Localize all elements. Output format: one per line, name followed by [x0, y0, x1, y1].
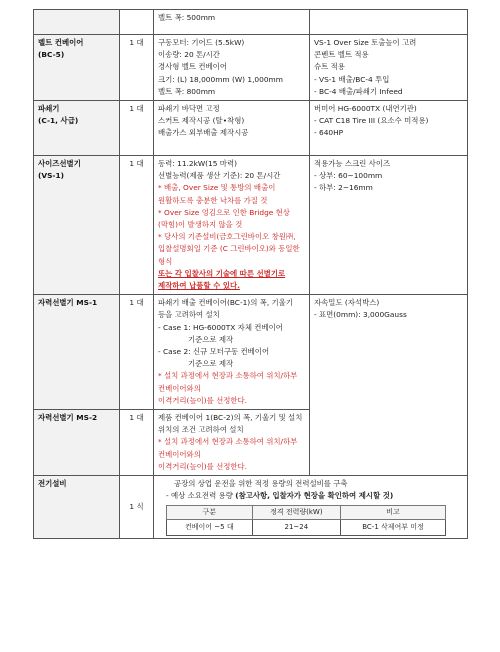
note-cell: [310, 295, 468, 476]
note-cell: [310, 156, 468, 295]
note-line: VS-1 Over Size 토출높이 고려: [314, 38, 417, 47]
note-cell: [310, 101, 468, 156]
spec-line: [158, 490, 463, 502]
quantity-cell: 1 대: [120, 156, 154, 295]
equipment-code: (C-1, 사급): [38, 116, 79, 126]
power-table-row: [167, 519, 446, 535]
note-line: - 하부: 2~16mm: [314, 183, 373, 193]
spec-cell: [154, 101, 310, 156]
spec-line: 배출가스 외부배출 제작시공: [158, 128, 249, 138]
equipment-name: 파쇄기: [38, 104, 60, 114]
equipment-name-cell: [34, 35, 120, 101]
spec-line: 이송량: 20 톤/시간: [158, 50, 220, 60]
spec-line: 파쇄기 바닥면 고정: [158, 104, 220, 114]
note-line: 슈트 적용: [314, 62, 345, 72]
spec-line: 벨트 폭: 500mm: [158, 13, 216, 22]
equipment-name-cell: [34, 10, 120, 35]
spec-cell: [154, 295, 310, 410]
spec-line: 스커트 제작시공 (탈•착형): [158, 116, 245, 126]
spec-sub-prefix: - 예상 소요전력 용량: [166, 491, 236, 501]
note-line: - VS-1 배출/BC-4 투입: [314, 74, 390, 84]
quantity-cell: [120, 476, 154, 538]
spec-line: 파쇄기 배출 컨베이어(BC-1)의 폭, 기울기 등을 고려하여 설치: [158, 298, 293, 320]
spec-line: 선별능력(제품 생산 기준): 20 톤/시간: [158, 171, 281, 181]
equipment-name: 자력선별기 MS-1: [38, 298, 98, 308]
table-row: [34, 10, 468, 35]
note-line: - 표면(0mm): 3,000Gauss: [314, 310, 407, 320]
spec-warning: * 배출, Over Size 및 통방의 배출이 원활하도록 충분한 낙차를 가질 것: [158, 183, 276, 205]
power-table-header-cell: 구분: [167, 505, 253, 519]
power-table-header-cell: 정격 전력량(kW): [252, 505, 340, 519]
spec-warning: 이격거리(높이)를 선정한다.: [158, 395, 247, 405]
equipment-name-cell: [34, 295, 120, 410]
spec-warning: * 설치 과정에서 현장과 소통하여 위치/하부 컨베이어와의: [158, 437, 298, 459]
spec-cell: [154, 476, 468, 538]
spec-line: 기준으로 제작: [188, 334, 234, 344]
spec-cell: [154, 410, 310, 476]
spec-warning: * 당사의 기존설비(금호그린바이오 창원㈜, 입찰설명회일 기준 (C 그린바이오)와 동일한 형식: [158, 232, 300, 266]
spec-warning: * 설치 과정에서 현장과 소통하여 위치/하부 컨베이어와의: [158, 371, 298, 393]
note-line: 자속밀도 (자석박스): [314, 298, 380, 308]
note-line: 적용가능 스크린 사이즈: [314, 159, 391, 169]
spec-line: 제품 컨베이어 1(BC-2)의 폭, 기울기 및 설치 위치의 조건 고려하여 설치: [158, 413, 303, 435]
note-line: - BC-4 배출/파쇄기 Infeed: [314, 86, 403, 96]
spec-cell: [154, 35, 310, 101]
table-row: [34, 101, 468, 156]
equipment-name: 자력선별기 MS-2: [38, 413, 98, 423]
equipment-code: (BC-5): [38, 50, 65, 60]
note-line: 버미어 HG-6000TX (내연기관): [314, 104, 417, 114]
note-line: - 640HP: [314, 128, 344, 138]
spec-line: - Case 2: 신규 모터구동 컨베이어: [158, 347, 270, 357]
power-table-cell: 컨베이어 ~5 대: [167, 519, 253, 535]
note-cell: [310, 35, 468, 101]
table-row: [34, 476, 468, 538]
table-row: [34, 295, 468, 410]
power-table-header-cell: 비고: [341, 505, 446, 519]
equipment-name: 사이즈선별기: [38, 159, 81, 169]
note-line: - 상부: 60~100mm: [314, 171, 383, 181]
note-line: - CAT C18 Tire III (요소수 미적용): [314, 116, 429, 126]
power-table: [166, 505, 446, 536]
spec-line: 구동모터: 기어드 (5.5kW): [158, 38, 245, 47]
spec-emphasis: 또는 각 입찰사의 기술에 따른 선별기로 제작하여 납품할 수 있다.: [158, 268, 286, 291]
spec-line: 기준으로 제작: [188, 359, 234, 369]
note-cell: [310, 10, 468, 35]
spec-line: 크기: (L) 18,000mm (W) 1,000mm: [158, 74, 283, 84]
equipment-name: 벨트 컨베이어: [38, 38, 84, 47]
note-line: 콘벤트 벨트 적용: [314, 50, 369, 60]
equipment-name-cell: [34, 410, 120, 476]
equipment-code: (VS-1): [38, 171, 65, 181]
equipment-name-cell: [34, 101, 120, 156]
quantity-cell: 1 대: [120, 101, 154, 156]
quantity-cell: 1 대: [120, 295, 154, 410]
power-table-cell: BC-1 삭제여부 미정: [341, 519, 446, 535]
table-row: [34, 156, 468, 295]
power-table-cell: 21~24: [252, 519, 340, 535]
spec-warning: 이격거리(높이)를 선정한다.: [158, 461, 247, 471]
equipment-spec-table: [33, 9, 468, 539]
equipment-name: 전기설비: [38, 479, 67, 489]
spec-line: 벨트 폭: 800mm: [158, 86, 216, 96]
spec-sub-emphasis: (참고사항, 입찰자가 현장을 확인하여 제시할 것): [235, 491, 394, 501]
equipment-name-cell: [34, 156, 120, 295]
spec-warning: * Over Size 엉김으로 인한 Bridge 현상(막힘)이 발생하지 않을 것: [158, 207, 290, 230]
quantity-value: 1 식: [129, 501, 144, 511]
equipment-name-cell: [34, 476, 120, 538]
spec-cell: [154, 156, 310, 295]
spec-line: 경사형 벨트 컨베이어: [158, 62, 227, 72]
quantity-cell: [120, 10, 154, 35]
power-table-header: [167, 505, 446, 519]
spec-cell: [154, 10, 310, 35]
spec-line: 동력: 11.2kW(15 마력): [158, 159, 237, 169]
quantity-cell: 1 대: [120, 35, 154, 101]
spec-line: - Case 1: HG-6000TX 자체 컨베이어: [158, 322, 283, 332]
spec-line: 공장의 상업 운전을 위한 적정 용량의 전력설비를 구축: [174, 479, 348, 489]
quantity-cell: 1 대: [120, 410, 154, 476]
table-row: [34, 35, 468, 101]
